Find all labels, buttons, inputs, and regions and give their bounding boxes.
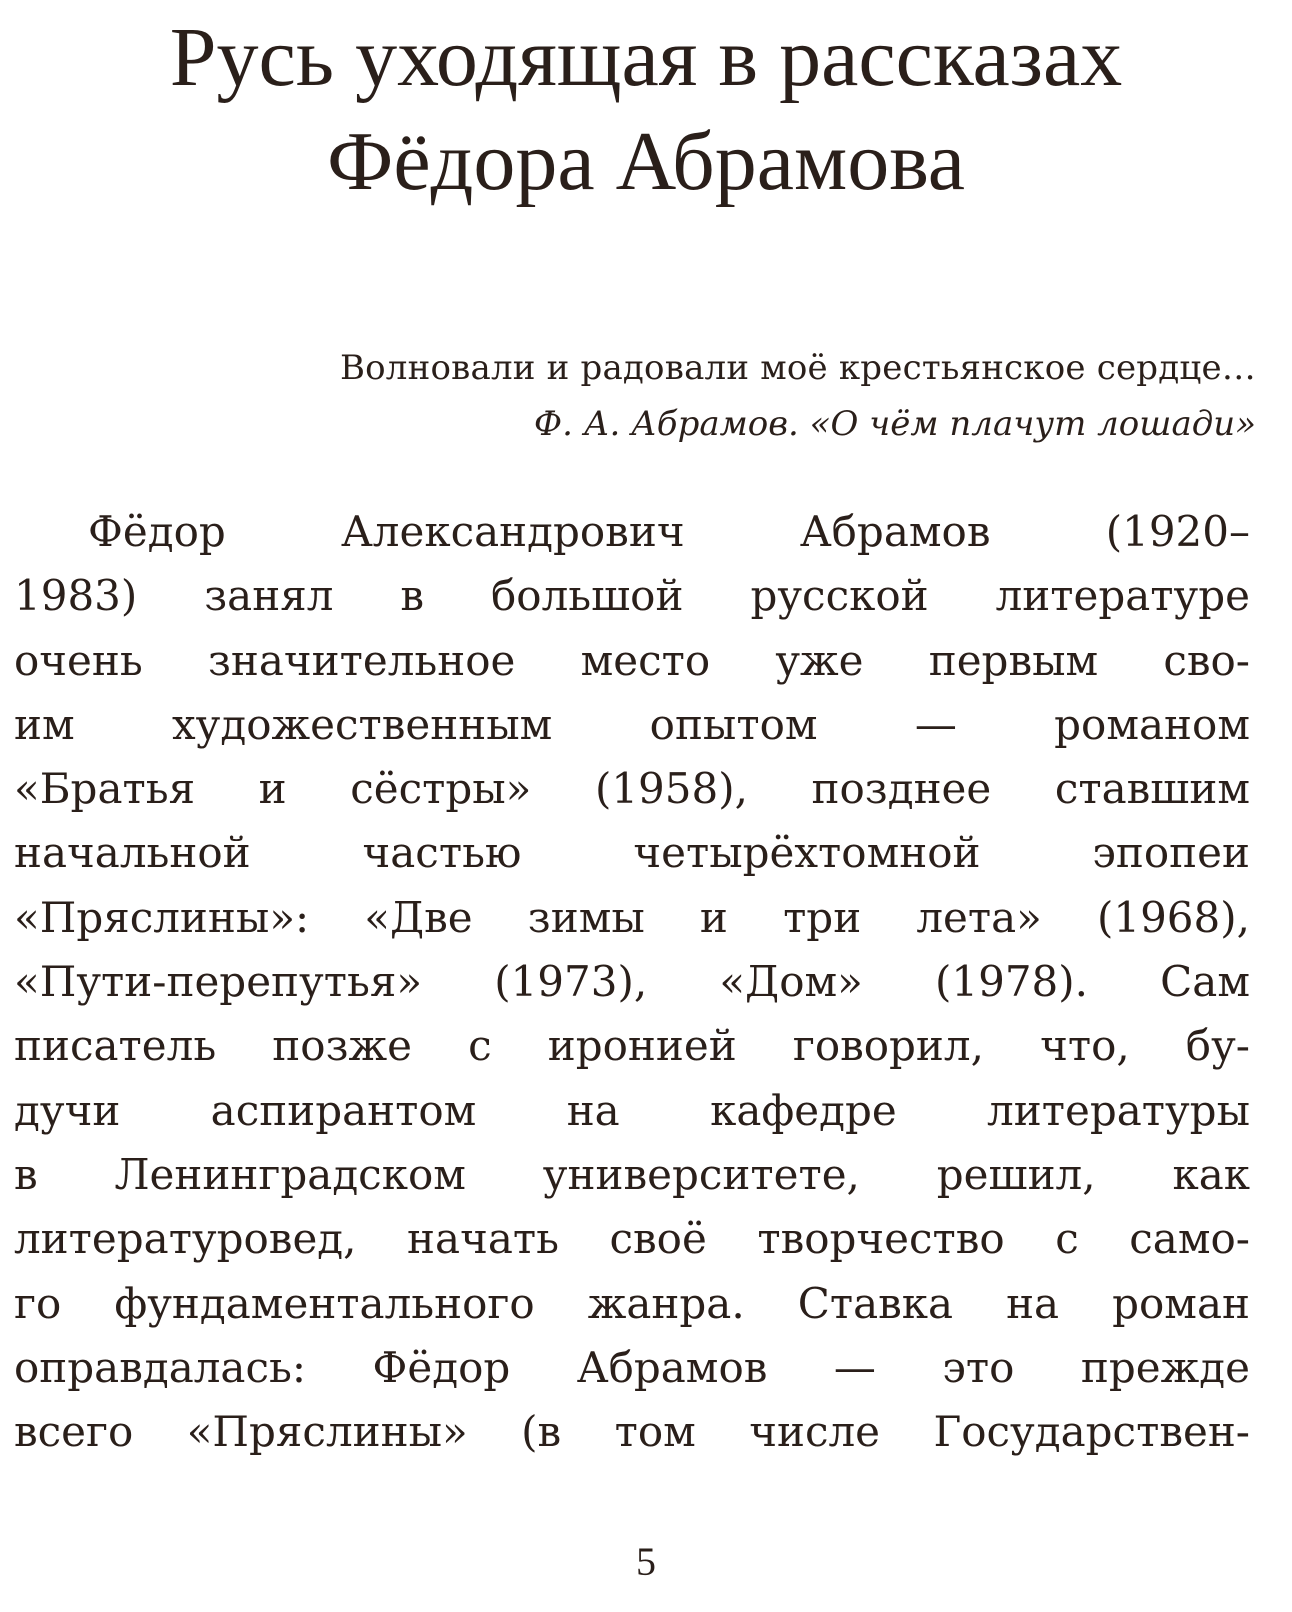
- epigraph-source: Ф. А. Абрамов. «О чём плачут лошади»: [533, 404, 1256, 444]
- body-line: им художественным опытом — романом: [14, 699, 1250, 749]
- body-line: литературовед, начать своё творчество с само-: [14, 1214, 1250, 1264]
- body-line: дучи аспирантом на кафедре литературы: [14, 1085, 1250, 1135]
- body-line: «Пути-перепутья» (1973), «Дом» (1978). Сам: [14, 957, 1250, 1007]
- body-line: «Братья и сёстры» (1958), позднее ставшим: [14, 764, 1250, 814]
- page-number: 5: [636, 1539, 656, 1584]
- epigraph: [16, 340, 1256, 452]
- body-line: го фундаментального жанра. Ставка на роман: [14, 1278, 1250, 1328]
- body-line: оправдалась: Фёдор Абрамов — это прежде: [14, 1342, 1250, 1392]
- body-line: писатель позже с иронией говорил, что, бу-: [14, 1021, 1250, 1071]
- body-line: очень значительное место уже первым сво-: [14, 635, 1250, 685]
- body-paragraph: [14, 500, 1250, 1464]
- body-line: в Ленинградском университете, решил, как: [14, 1149, 1250, 1199]
- body-line: Фёдор Александрович Абрамов (1920–: [88, 507, 1250, 556]
- body-line: «Пряслины»: «Две зимы и три лета» (1968),: [14, 892, 1250, 942]
- chapter-title-line-1: Русь уходящая в рассказах: [169, 11, 1123, 104]
- chapter-title-line-2: Фёдора Абрамова: [326, 115, 966, 208]
- body-line: всего «Пряслины» (в том числе Государствен-: [14, 1407, 1250, 1457]
- epigraph-quote: Волновали и радовали моё крестьянское сердце…: [339, 348, 1256, 388]
- body-line: 1983) занял в большой русской литературе: [14, 571, 1250, 621]
- body-line: начальной частью четырёхтомной эпопеи: [14, 828, 1250, 878]
- chapter-title: [0, 6, 1292, 214]
